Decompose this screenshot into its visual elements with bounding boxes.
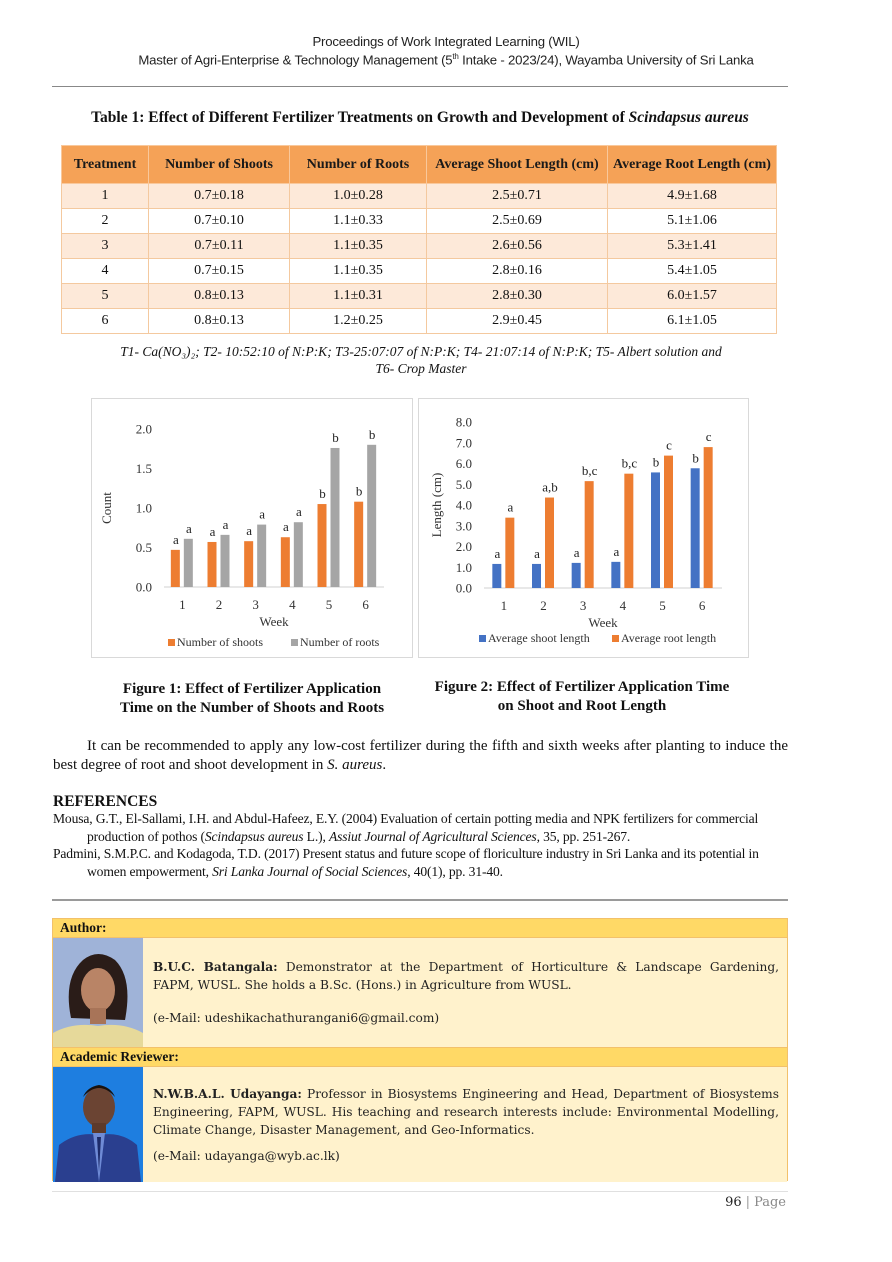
y-tick-label: 1.0 — [455, 559, 472, 575]
author-photo — [53, 938, 143, 1049]
y-tick-label: 1.5 — [135, 461, 152, 476]
bar — [505, 518, 514, 588]
y-tick-label: 2.0 — [135, 421, 152, 437]
significance-label: b — [319, 486, 326, 502]
significance-label: a — [494, 545, 501, 561]
table-row — [62, 259, 777, 284]
bar — [664, 456, 673, 588]
col-header: Treatment — [62, 146, 149, 184]
y-tick-label: 6.0 — [455, 456, 472, 471]
journal-name: Assiut Journal of Agricultural Sciences — [328, 828, 537, 844]
table-cell: 1.1±0.33 — [290, 209, 427, 234]
table-cell: 0.7±0.18 — [149, 184, 290, 209]
table-cell: 0.8±0.13 — [149, 284, 290, 309]
table-cell: 1.2±0.25 — [290, 309, 427, 334]
reviewer-label: Academic Reviewer: — [53, 1048, 787, 1067]
table-cell: 0.8±0.13 — [149, 309, 290, 334]
note-line: T1- Ca(NO₃)₂; T2- 10:52:10 of N:P:K; T3-25:07:07 of N:P:K; T4- 21:07:14 of N:P:K; T5- Albert solution and — [120, 344, 722, 359]
y-tick-label: 7.0 — [455, 435, 472, 451]
table-cell: 5.1±1.06 — [608, 209, 777, 234]
significance-label: a — [222, 516, 229, 532]
legend-swatch — [479, 635, 486, 642]
bar — [331, 448, 340, 587]
legend-swatch — [291, 639, 298, 646]
table-cell: 0.7±0.10 — [149, 209, 290, 234]
references-heading: REFERENCES — [53, 793, 158, 810]
significance-label: a — [507, 499, 514, 515]
y-tick-label: 0.0 — [455, 580, 472, 596]
legend-swatch — [168, 639, 175, 646]
significance-label: b — [332, 429, 339, 445]
reviewer-bio — [153, 1085, 779, 1139]
legend-label: Number of roots — [300, 635, 380, 649]
bar — [492, 564, 501, 588]
reference-item — [53, 845, 788, 880]
significance-label: b — [355, 483, 363, 499]
reviewer-photo — [53, 1067, 143, 1182]
bar — [611, 562, 620, 588]
author-description: Demonstrator at the Department of Horticulture & Landscape Gardening, FAPM, WUSL. She holds a B.Sc. (Hons.) in Agriculture from WUSL. — [153, 960, 779, 992]
bar — [545, 498, 554, 588]
caption-line: Time on the Number of Shoots and Roots — [119, 700, 385, 716]
table-cell: 2.5±0.71 — [427, 184, 608, 209]
x-tick-label: 4 — [619, 598, 627, 613]
x-tick-label: 2 — [215, 597, 223, 612]
caption-line: Figure 2: Effect of Fertilizer Application Time — [434, 679, 730, 695]
y-tick-label: 3.0 — [455, 518, 472, 534]
table-cell: 4.9±1.68 — [608, 184, 777, 209]
table-row — [62, 234, 777, 259]
bar — [585, 481, 594, 588]
table-cell: 2.6±0.56 — [427, 234, 608, 259]
legend-label: Average shoot length — [488, 631, 590, 645]
bar — [651, 472, 660, 588]
figure-1-chart — [91, 398, 413, 658]
table-cell: 5 — [62, 284, 149, 309]
ref-text: L.), — [303, 828, 329, 844]
ref-text: , 35, pp. 251-267. — [536, 828, 631, 844]
significance-label: b — [652, 454, 660, 470]
table-cell: 1.1±0.31 — [290, 284, 427, 309]
bar — [294, 522, 303, 587]
legend-swatch — [612, 635, 619, 642]
para-end: . — [382, 757, 387, 773]
significance-label: a — [534, 545, 540, 561]
significance-label: a — [259, 506, 266, 522]
table-cell: 6.1±1.05 — [608, 309, 777, 334]
table-cell: 2.8±0.16 — [427, 259, 608, 284]
figure-2-caption — [412, 678, 752, 716]
note-line: T6- Crop Master — [375, 361, 467, 376]
reference-item — [53, 810, 788, 845]
col-header: Number of Roots — [290, 146, 427, 184]
y-tick-label: 0.5 — [135, 540, 152, 555]
author-label: Author: — [53, 919, 787, 938]
table-cell: 0.7±0.15 — [149, 259, 290, 284]
ref-italic: Scindapsus aureus — [204, 828, 304, 844]
figure-1-caption — [92, 680, 412, 718]
reviewer-body — [53, 1067, 787, 1182]
references-divider — [52, 899, 788, 901]
author-box — [52, 918, 788, 1048]
significance-label: a — [246, 523, 253, 539]
header-divider — [52, 86, 788, 87]
table-cell: 2.9±0.45 — [427, 309, 608, 334]
x-tick-label: 3 — [252, 597, 259, 612]
reviewer-name: N.W.B.A.L. Udayanga: — [153, 1087, 302, 1101]
results-table — [61, 145, 777, 334]
table-cell: 1.1±0.35 — [290, 234, 427, 259]
x-tick-label: 3 — [579, 598, 587, 613]
chart-2-svg — [419, 399, 748, 657]
table-cell: 0.7±0.11 — [149, 234, 290, 259]
bar — [704, 447, 713, 588]
caption-line: Figure 1: Effect of Fertilizer Application — [122, 681, 382, 697]
bar — [572, 563, 581, 588]
table-cell: 2.8±0.30 — [427, 284, 608, 309]
bar — [244, 541, 253, 587]
table-cell: 1 — [62, 184, 149, 209]
col-header: Number of Shoots — [149, 146, 290, 184]
para-text: It can be recommended to apply any low-cost fertilizer during the fifth and sixth weeks after planting to induce the best degree of root and shoot development in — [53, 738, 788, 773]
species-name: Scindapsus aureus — [628, 109, 749, 126]
page-footer — [725, 1195, 786, 1210]
species-abbrev: S. aureus — [327, 757, 383, 773]
reviewer-description: Professor in Biosystems Engineering and Head, Department of Biosystems Engineering, FAPM, WUSL. His teaching and research interests include: Environmental Modelling, Climate Change, Disaster Management, and Geo-Informatics. — [153, 1087, 779, 1137]
page-separator: | — [745, 1195, 751, 1210]
significance-label: a — [282, 519, 289, 535]
significance-label: b — [692, 450, 699, 466]
ref-text: , 40(1), pp. 31-40. — [407, 863, 503, 879]
figure-2-chart — [418, 398, 749, 658]
y-tick-label: 8.0 — [455, 414, 472, 430]
table-cell: 6 — [62, 309, 149, 334]
table-cell: 1.0±0.28 — [290, 184, 427, 209]
reviewer-box — [52, 1047, 788, 1181]
x-tick-label: 2 — [540, 598, 547, 613]
y-tick-label: 5.0 — [455, 476, 472, 492]
page-word: Page — [754, 1195, 786, 1210]
bar — [318, 504, 327, 587]
author-email: (e-Mail: udeshikachathurangani6@gmail.com) — [153, 1011, 440, 1025]
significance-label: a — [185, 520, 192, 536]
author-name: B.U.C. Batangala: — [153, 960, 278, 974]
significance-label: a — [295, 504, 302, 520]
y-tick-label: 1.0 — [135, 500, 152, 516]
ref-text: Padmini, S.M.P.C. and Kodagoda, T.D. (2017) Present status and future scope of floriculture industry in Sri Lanka and its potential in women empowerment, — [53, 846, 759, 879]
subtitle-text-end: Intake - 2023/24), Wayamba University of Sri Lanka — [458, 52, 754, 68]
significance-label: a,b — [542, 479, 558, 495]
x-tick-label: 1 — [179, 597, 186, 612]
bar — [532, 564, 541, 588]
caption-text: Table 1: Effect of Different Fertilizer Treatments on Growth and Development of — [91, 109, 629, 126]
x-axis-title: Week — [259, 614, 289, 629]
bar — [257, 525, 266, 587]
table-caption — [52, 109, 788, 127]
ref-text: Mousa, G.T., El-Sallami, I.H. and Abdul-Hafeez, E.Y. (2004) Evaluation of certain potting media and NPK fertilizers for commercial production of pothos ( — [53, 811, 759, 844]
table-header-row — [62, 146, 777, 184]
superscript: th — [452, 52, 459, 61]
bar — [221, 535, 230, 587]
caption-line: on Shoot and Root Length — [497, 698, 667, 714]
table-cell: 5.3±1.41 — [608, 234, 777, 259]
significance-label: a — [172, 531, 179, 547]
col-header: Average Root Length (cm) — [608, 146, 777, 184]
reviewer-email: (e-Mail: udayanga@wyb.ac.lk) — [153, 1149, 340, 1163]
table-row — [62, 309, 777, 334]
x-tick-label: 5 — [659, 598, 666, 613]
significance-label: a — [209, 523, 216, 539]
author-bio — [153, 958, 779, 994]
bar — [691, 468, 700, 588]
table-row — [62, 184, 777, 209]
table-cell: 5.4±1.05 — [608, 259, 777, 284]
table-cell: 2 — [62, 209, 149, 234]
bar — [624, 474, 633, 588]
table-cell: 4 — [62, 259, 149, 284]
significance-label: c — [705, 429, 712, 445]
x-tick-label: 1 — [500, 598, 508, 613]
significance-label: c — [666, 437, 672, 453]
chart-1-svg — [92, 399, 412, 657]
table-cell: 3 — [62, 234, 149, 259]
legend-label: Number of shoots — [177, 635, 263, 649]
program-subtitle — [0, 52, 892, 67]
journal-name: Sri Lanka Journal of Social Sciences — [212, 863, 408, 879]
subtitle-text: Master of Agri-Enterprise & Technology Management (5 — [138, 52, 453, 68]
significance-label: b,c — [581, 463, 598, 479]
significance-label: b — [368, 426, 376, 442]
significance-label: a — [613, 543, 620, 559]
bar — [184, 539, 193, 587]
bar — [367, 445, 376, 587]
legend-label: Average root length — [621, 631, 717, 645]
x-tick-label: 6 — [362, 597, 369, 612]
bar — [281, 537, 290, 587]
y-axis-title: Count — [99, 492, 114, 524]
proceedings-title: Proceedings of Work Integrated Learning (WIL) — [312, 34, 580, 49]
significance-label: a — [573, 544, 580, 560]
treatment-legend-note — [60, 343, 782, 377]
bar — [208, 542, 217, 587]
footer-divider — [52, 1191, 788, 1192]
x-axis-title: Week — [588, 615, 618, 630]
y-tick-label: 2.0 — [455, 539, 472, 554]
y-tick-label: 0.0 — [135, 579, 152, 595]
bar — [354, 502, 363, 587]
table-cell: 6.0±1.57 — [608, 284, 777, 309]
x-tick-label: 6 — [698, 598, 706, 613]
significance-label: b,c — [621, 455, 638, 471]
recommendation-paragraph — [53, 737, 788, 775]
y-tick-label: 4.0 — [455, 497, 472, 513]
page-number: 96 — [725, 1195, 742, 1210]
col-header: Average Shoot Length (cm) — [427, 146, 608, 184]
x-tick-label: 4 — [289, 597, 296, 612]
x-tick-label: 5 — [325, 597, 333, 612]
table-row — [62, 209, 777, 234]
table-cell: 1.1±0.35 — [290, 259, 427, 284]
y-axis-title: Length (cm) — [429, 472, 444, 538]
bar — [171, 550, 180, 587]
table-row — [62, 284, 777, 309]
author-body — [53, 938, 787, 1049]
table-cell: 2.5±0.69 — [427, 209, 608, 234]
